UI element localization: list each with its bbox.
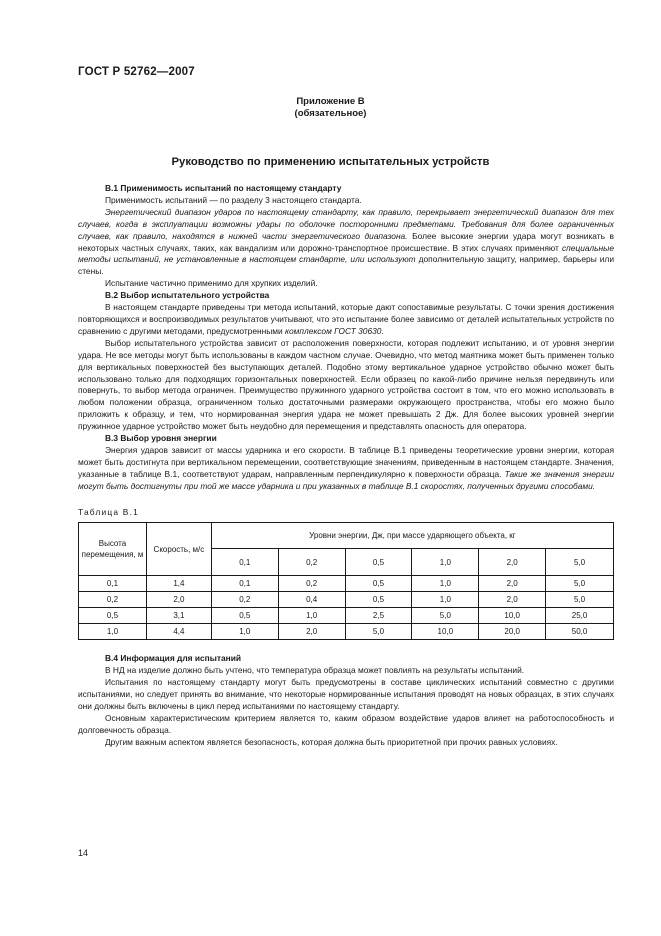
b3-p1-italic: Такие же значения энергии могут быть достигнуты при той же массе ударника и при указанных в таблице В.1 скоростях, полученных другими способами. — [78, 468, 614, 491]
table-cell: 1,0 — [211, 624, 278, 640]
b1-p2-normal: Более высокие энергии удара могут возникать в некоторых частных случаях, таких, как вандализм или дорожно-транспортное происшествие. В этих случаях применяют — [78, 230, 614, 253]
table-row — [79, 592, 614, 608]
table-cell: 2,0 — [146, 592, 211, 608]
table-cell: 0,5 — [345, 592, 412, 608]
table-cell: 1,0 — [79, 624, 147, 640]
b1-p2-italic2: специальные методы испытаний, не установленные в настоящем стандарте, или используют — [78, 242, 614, 265]
table-cell: 10,0 — [479, 608, 546, 624]
table-cell: 20,0 — [479, 624, 546, 640]
table-cell: 2,0 — [479, 576, 546, 592]
table-cell: 0,5 — [79, 608, 147, 624]
standard-header: ГОСТ Р 52762—2007 — [78, 66, 195, 78]
table-cell: 10,0 — [412, 624, 479, 640]
table-cell: 3,1 — [146, 608, 211, 624]
b3-p1-text: Энергия ударов зависит от массы ударника и его скорости. В таблице В.1 приведены теоретические уровни энергии, которая может быть достигнута при вертикальном перемещении, соответствующие значениям, приведенным в настоящем стандарте. Значения, указанные в таблице В.1, соответствуют ударам, направленным перпендикулярно к поверхности образца. — [78, 444, 614, 479]
section-b4-p3: Основным характеристическим критерием является то, каким образом воздействие ударов влияет на работоспособность и долговечность образца. — [78, 713, 614, 735]
section-b1-p3: Испытание частично применимо для хрупких изделий. — [105, 278, 318, 289]
section-b4-p1: В НД на изделие должно быть учтено, что температура образца может повлиять на результаты испытаний. — [105, 665, 525, 676]
table-cell: 0,1 — [211, 576, 278, 592]
table-cell: 2,0 — [479, 592, 546, 608]
table-cell: 5,0 — [412, 608, 479, 624]
table-cell: 0,4 — [278, 592, 345, 608]
section-b2-heading: В.2 Выбор испытательного устройства — [105, 290, 270, 301]
b2-p1-text: В настоящем стандарте приведены три метода испытаний, которые дают сопоставимые результаты. С точки зрения достижения повторяющихся и воспроизводимых результатов учитывают, что это испытание более зависимо от деталей испытательных устройств по сравнению с другими методами, предусмотренными — [78, 302, 614, 336]
table-cell: 0,2 — [79, 592, 147, 608]
page-number: 14 — [78, 848, 89, 858]
table-row — [79, 608, 614, 624]
mass-header: 0,2 — [278, 549, 345, 576]
section-b1-p1: Применимость испытаний — по разделу 3 настоящего стандарта. — [105, 194, 362, 205]
annex-status: (обязательное) — [294, 108, 367, 119]
mass-header: 5,0 — [546, 549, 614, 576]
table-cell: 0,2 — [211, 592, 278, 608]
table-cell: 1,0 — [412, 592, 479, 608]
table-cell: 0,5 — [211, 608, 278, 624]
col-header-height: Высота перемещения, м — [79, 523, 147, 576]
table-cell: 1,4 — [146, 576, 211, 592]
section-b3-p1 — [78, 445, 614, 493]
table-cell: 5,0 — [546, 576, 614, 592]
annex-label: Приложение В — [296, 96, 365, 107]
b2-p1-ref: комплексом ГОСТ 30630 — [285, 325, 382, 336]
mass-header: 2,0 — [479, 549, 546, 576]
col-header-energy-group: Уровни энергии, Дж, при массе ударяющего объекта, кг — [211, 523, 613, 549]
table-cell: 0,5 — [345, 576, 412, 592]
section-b4-p2: Испытания по настоящему стандарту могут быть предусмотрены в составе циклических испытаний совместно с другими испытаниями, но следует принять во внимание, что некоторые нормированные испытания проводят на новых образцах, в этих случаях они должны быть включены в цикл перед испытаниями по настоящему стандарту. — [78, 677, 614, 712]
table-cell: 1,0 — [412, 576, 479, 592]
table-cell: 4,4 — [146, 624, 211, 640]
b1-p2-italic: Энергетический диапазон ударов по настоящему стандарту, как правило, перекрывает энергетический диапазон для тех случаев, когда в эксплуатации возможны удары по оболочке посторонними предметами. Требования для более ограниченных случаев, как правило, находятся в нижней части энергетического диапазона. — [78, 206, 614, 241]
table-row — [79, 624, 614, 640]
table-cell: 25,0 — [546, 608, 614, 624]
b2-p1-end: . — [381, 325, 384, 336]
section-b2-p2: Выбор испытательного устройства зависит от расположения поверхности, которая подлежит испытанию, и от уровня энергии удара. Не все методы могут быть использованы в каждом частном случае. Очевидно, что метод маятника может быть применен только для вертикальных поверхностей без выступающих деталей. Подобно этому вертикальное ударное устройство обычно может быть использовано только для подходящих горизонтальных поверхностей. Если образец по какой-либо причине нельзя передвинуть или повернуть, то выбор метода ограничен. Преимущество пружинного ударного устройства состоит в том, что его можно использовать в любом положении образца, ограниченном только достаточными размерами окружающего пространства, чтобы его можно было приложить к образцу, и тем, что нормированная энергия удара не может превышать 2 Дж. Для более высоких уровней энергии пружинное ударное устройство может быть неудобно для перемещения и представлять опасность для оператора. — [78, 337, 614, 432]
table-cell: 2,5 — [345, 608, 412, 624]
section-b3-heading: В.3 Выбор уровня энергии — [105, 433, 217, 444]
mass-header: 1,0 — [412, 549, 479, 576]
table-cell: 0,2 — [278, 576, 345, 592]
col-header-speed: Скорость, м/с — [146, 523, 211, 576]
table-cell: 0,1 — [79, 576, 147, 592]
table-cell: 5,0 — [345, 624, 412, 640]
table-cell: 5,0 — [546, 592, 614, 608]
mass-header: 0,5 — [345, 549, 412, 576]
table-row — [79, 576, 614, 592]
b1-p2-end: дополнительную защиту, например, барьеры или стены. — [78, 254, 614, 277]
section-b4-p4: Другим важным аспектом является безопасность, которая должна быть приоритетной при прочих равных условиях. — [105, 736, 558, 747]
table-cell: 2,0 — [278, 624, 345, 640]
annex-title: Руководство по применению испытательных устройств — [171, 156, 490, 168]
section-b2-p1 — [78, 302, 614, 338]
section-b1-p2 — [78, 207, 614, 278]
section-b1-heading: В.1 Применимость испытаний по настоящему стандарту — [105, 183, 342, 193]
table-cell: 1,0 — [278, 608, 345, 624]
table-caption: Таблица В.1 — [78, 506, 139, 517]
section-b4-heading: В.4 Информация для испытаний — [105, 653, 242, 664]
document-body — [78, 183, 614, 749]
mass-header: 0,1 — [211, 549, 278, 576]
energy-table — [78, 522, 614, 640]
table-cell: 50,0 — [546, 624, 614, 640]
